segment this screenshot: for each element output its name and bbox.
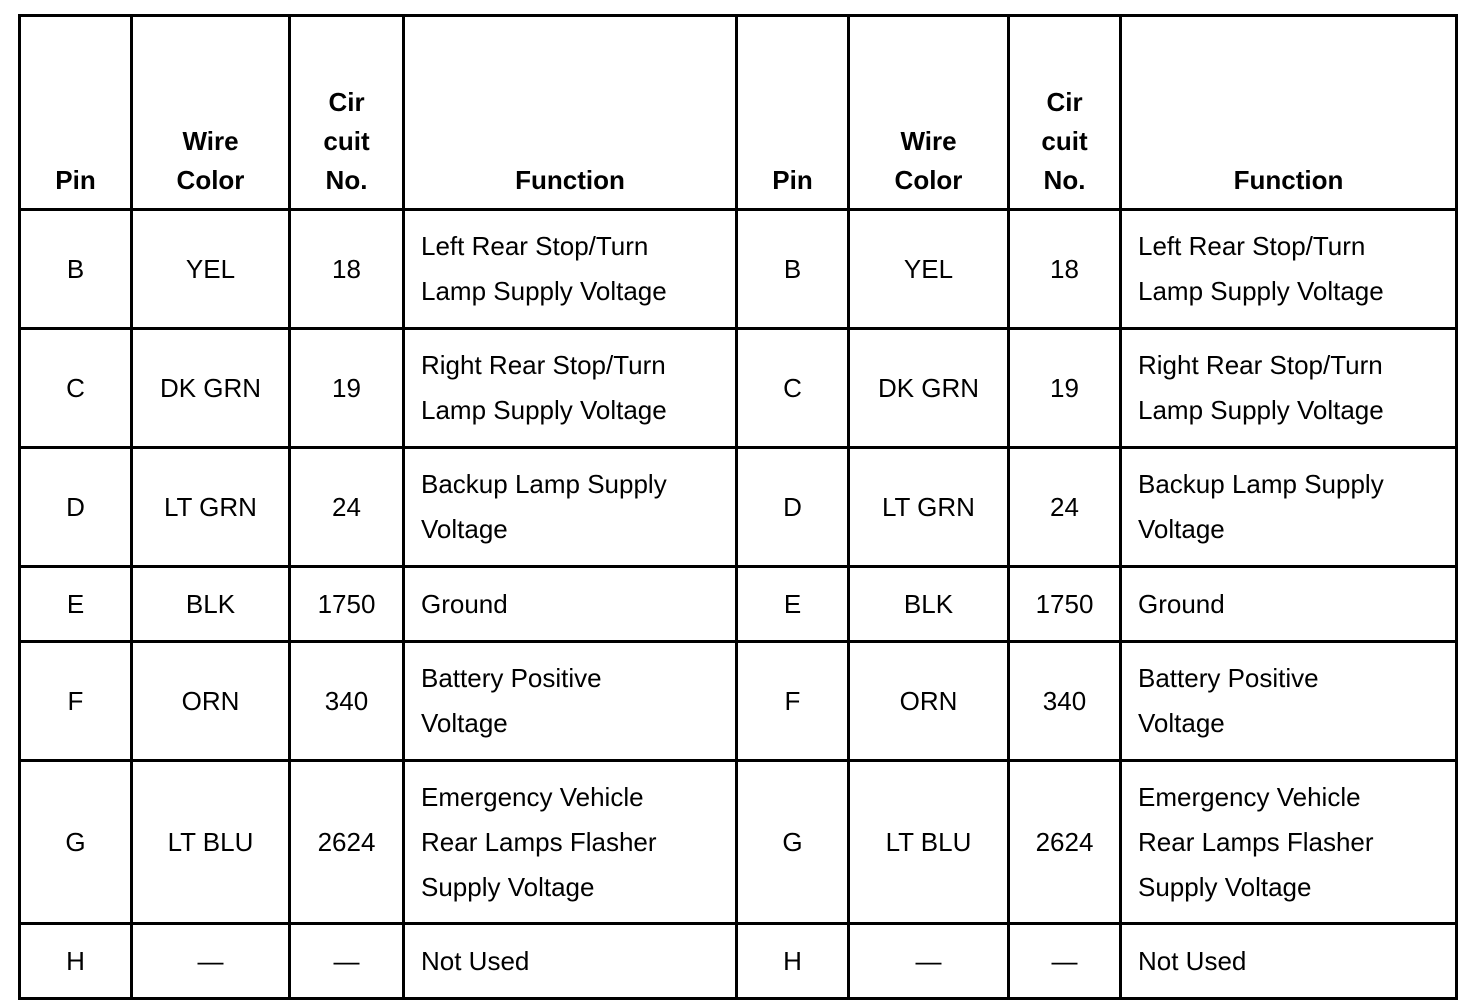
header-circuit-no: Cir cuit No. [290,16,404,210]
wire-color-cell: ORN [849,642,1009,761]
pin-cell: H [20,924,132,999]
pin-cell: D [737,448,849,567]
function-cell: Not Used [1121,924,1457,999]
circuit-cell: 1750 [290,567,404,642]
function-cell: Left Rear Stop/Turn Lamp Supply Voltage [1121,210,1457,329]
function-cell: Backup Lamp Supply Voltage [404,448,737,567]
pin-cell: D [20,448,132,567]
wire-color-cell: DK GRN [849,329,1009,448]
function-cell: Ground [404,567,737,642]
wire-color-cell: LT GRN [849,448,1009,567]
table-row [20,567,1457,642]
pin-cell: B [737,210,849,329]
function-cell: Right Rear Stop/Turn Lamp Supply Voltage [1121,329,1457,448]
function-cell: Left Rear Stop/Turn Lamp Supply Voltage [404,210,737,329]
pin-cell: B [20,210,132,329]
header-circuit-no: Cir cuit No. [1009,16,1121,210]
pin-cell: G [20,761,132,924]
wire-color-cell: — [132,924,290,999]
function-cell: Battery Positive Voltage [404,642,737,761]
pin-cell: F [737,642,849,761]
circuit-cell: 24 [1009,448,1121,567]
header-row [20,16,1457,210]
pin-cell: H [737,924,849,999]
circuit-cell: 2624 [290,761,404,924]
wire-color-cell: BLK [849,567,1009,642]
function-cell: Backup Lamp Supply Voltage [1121,448,1457,567]
wire-color-cell: LT GRN [132,448,290,567]
wire-color-cell: LT BLU [849,761,1009,924]
table-row [20,448,1457,567]
function-cell: Not Used [404,924,737,999]
pin-cell: G [737,761,849,924]
circuit-cell: 2624 [1009,761,1121,924]
function-cell: Emergency Vehicle Rear Lamps Flasher Supply Voltage [404,761,737,924]
header-pin: Pin [737,16,849,210]
function-cell: Battery Positive Voltage [1121,642,1457,761]
table-row [20,642,1457,761]
wire-color-cell: ORN [132,642,290,761]
circuit-cell: 1750 [1009,567,1121,642]
pin-cell: C [20,329,132,448]
circuit-cell: 24 [290,448,404,567]
header-wire-color: Wire Color [849,16,1009,210]
table-row [20,210,1457,329]
table-row [20,329,1457,448]
circuit-cell: 19 [1009,329,1121,448]
header-pin: Pin [20,16,132,210]
pin-cell: E [737,567,849,642]
circuit-cell: — [1009,924,1121,999]
function-cell: Right Rear Stop/Turn Lamp Supply Voltage [404,329,737,448]
function-cell: Emergency Vehicle Rear Lamps Flasher Supply Voltage [1121,761,1457,924]
wire-color-cell: YEL [849,210,1009,329]
wire-color-cell: BLK [132,567,290,642]
circuit-cell: 340 [1009,642,1121,761]
table-row [20,761,1457,924]
wire-color-cell: LT BLU [132,761,290,924]
circuit-cell: — [290,924,404,999]
function-cell: Ground [1121,567,1457,642]
circuit-cell: 18 [1009,210,1121,329]
circuit-cell: 19 [290,329,404,448]
wire-color-cell: DK GRN [132,329,290,448]
pin-cell: C [737,329,849,448]
header-wire-color: Wire Color [132,16,290,210]
connector-pin-table [18,14,1458,1000]
header-function: Function [404,16,737,210]
header-function: Function [1121,16,1457,210]
pin-cell: F [20,642,132,761]
table-row [20,924,1457,999]
wire-color-cell: YEL [132,210,290,329]
wire-color-cell: — [849,924,1009,999]
circuit-cell: 340 [290,642,404,761]
pin-cell: E [20,567,132,642]
circuit-cell: 18 [290,210,404,329]
